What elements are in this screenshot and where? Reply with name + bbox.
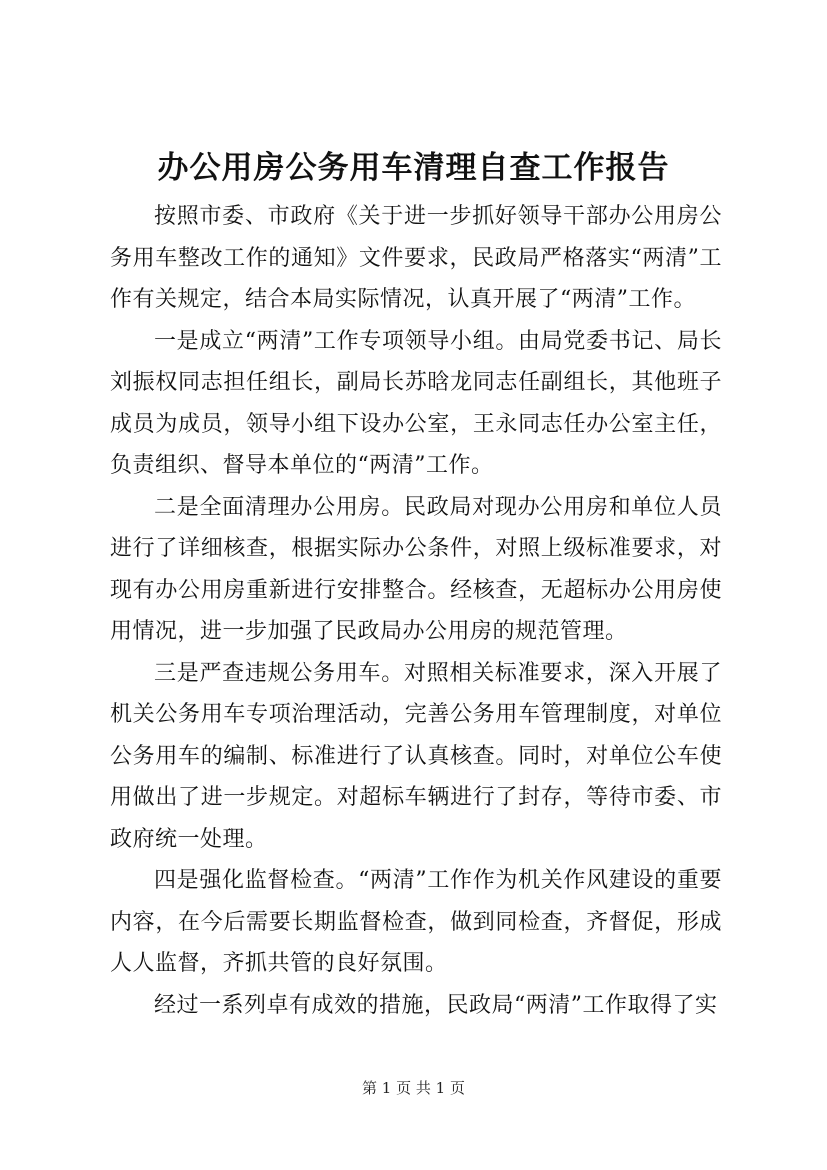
- paragraph-supervision: 四是强化监督检查。“两清”工作作为机关作风建设的重要内容，在今后需要长期监督检查，做到同检查，齐督促，形成人人监督，齐抓共管的良好氛围。: [110, 868, 722, 976]
- paragraph-conclusion: 经过一系列卓有成效的措施，民政局“两清”工作取得了实: [154, 992, 718, 1018]
- document-title: 办公用房公务用车清理自查工作报告: [157, 150, 670, 186]
- paragraph-leading-group: 一是成立“两清”工作专项领导小组。由局党委书记、局长刘振权同志担任组长，副局长苏晗龙同志任副组长，其他班子成员为成员，领导小组下设办公室，王永同志任办公室主任，负责组织、督导本单位的“两清”工作。: [110, 328, 722, 478]
- document-body: [110, 196, 722, 1026]
- page-footer: 第 1 页 共 1 页: [362, 1079, 465, 1097]
- paragraph-intro: 按照市委、市政府《关于进一步抓好领导干部办公用房公务用车整改工作的通知》文件要求，民政局严格落实“两清”工作有关规定，结合本局实际情况，认真开展了“两清”工作。: [110, 204, 722, 312]
- paragraph-office-space: 二是全面清理办公用房。民政局对现办公用房和单位人员进行了详细核查，根据实际办公条件，对照上级标准要求，对现有办公用房重新进行安排整合。经核查，无超标办公用房使用情况，进一步加强了民政局办公用房的规范管理。: [110, 494, 722, 644]
- paragraph-official-vehicles: 三是严查违规公务用车。对照相关标准要求，深入开展了机关公务用车专项治理活动，完善公务用车管理制度，对单位公务用车的编制、标准进行了认真核查。同时，对单位公车使用做出了进一步规定。对超标车辆进行了封存，等待市委、市政府统一处理。: [110, 660, 722, 852]
